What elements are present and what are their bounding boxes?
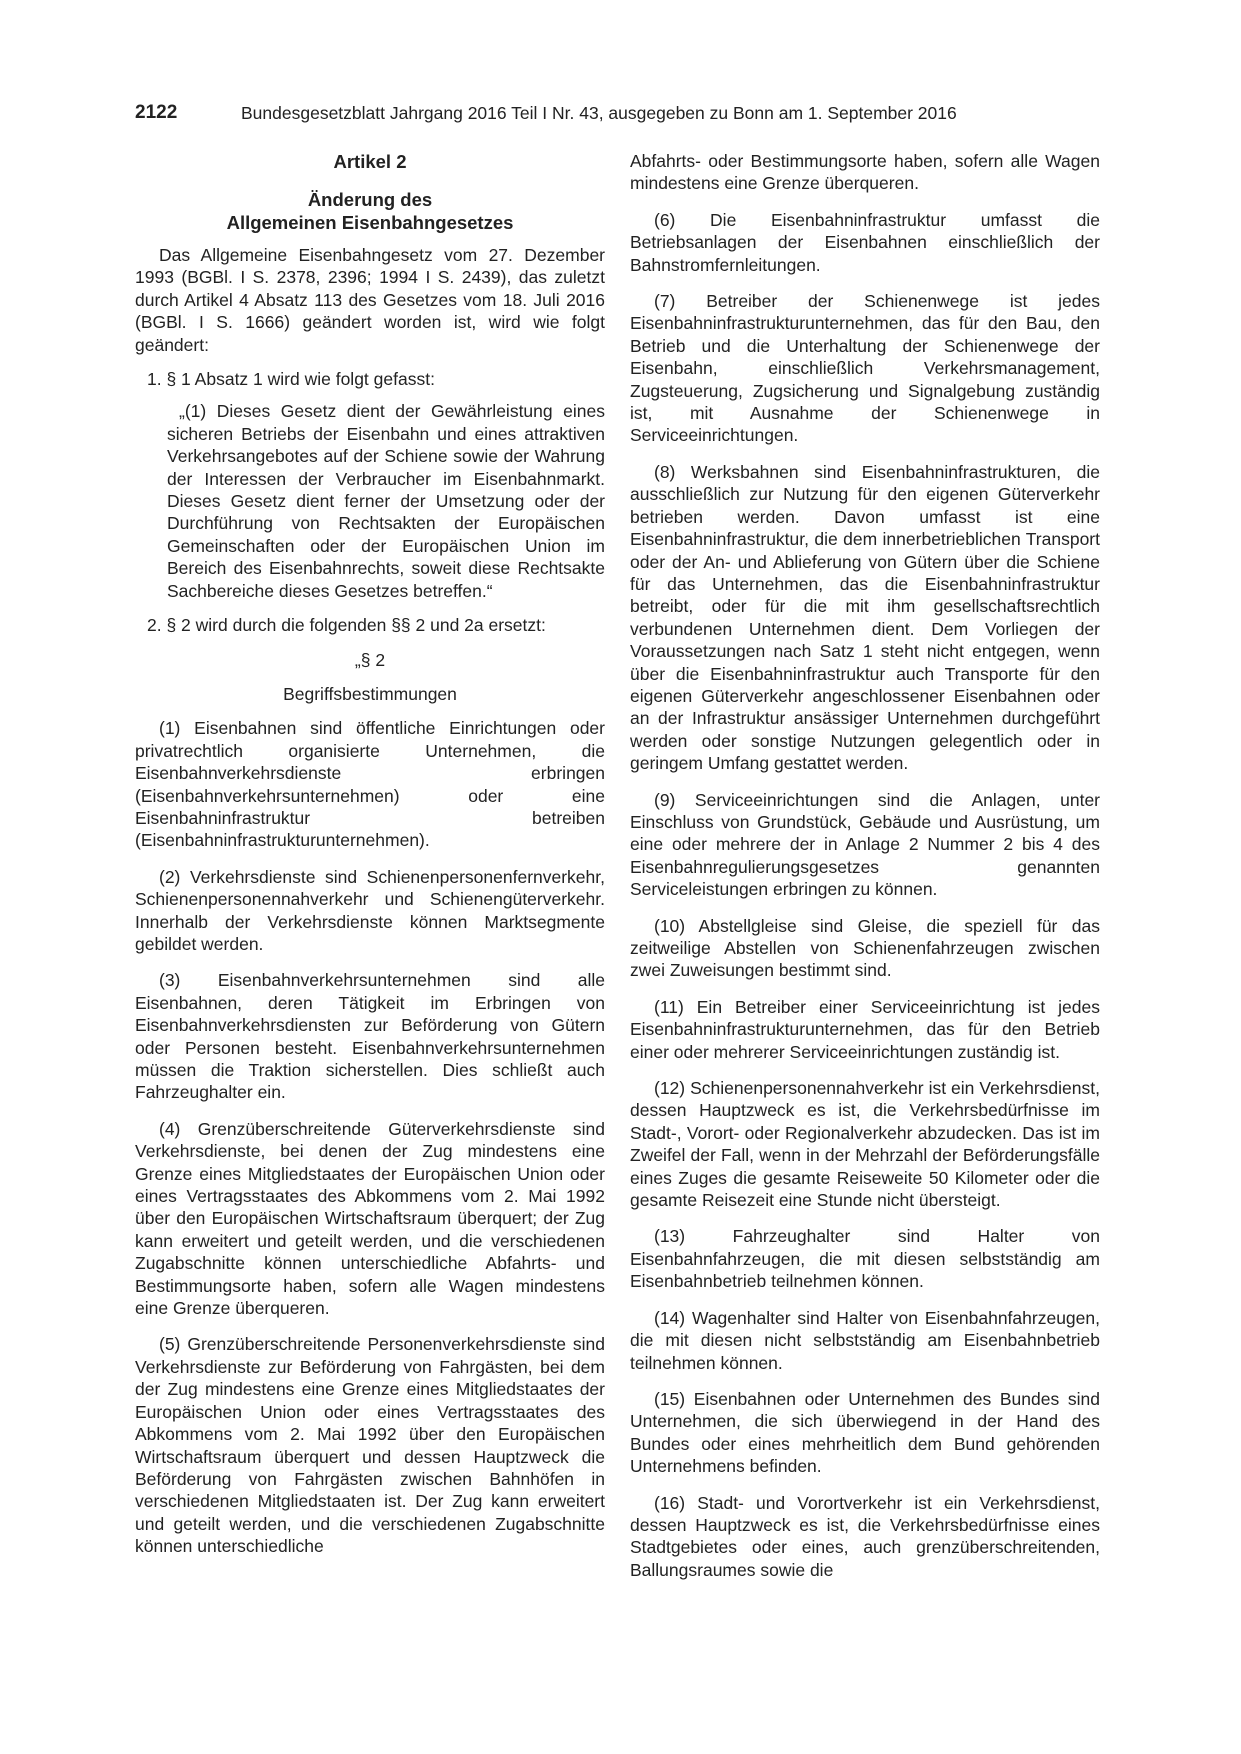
article-subtitle xyxy=(135,188,605,234)
definition-paragraph: (12) Schienenpersonennahverkehr ist ein Verkehrsdienst, dessen Hauptzweck es ist, die Verkehrsbedürfnisse im Stadt-, Vorort- oder Regionalverkehr abzudecken. Das ist im Zweifel der Fall, wenn in der Mehrzahl der Beförderungsfälle eines Zuges die gesamte Reiseweite 50 Kilometer oder die gesamte Reisezeit eine Stunde nicht übersteigt. xyxy=(630,1078,1100,1211)
continuation-paragraph: Abfahrts- oder Bestimmungsorte haben, sofern alle Wagen mindestens eine Grenze überqueren. xyxy=(630,151,1100,194)
definition-paragraph: (5) Grenzüberschreitende Personenverkehrsdienste sind Verkehrsdienste zur Beförderung von Fahrgästen, bei dem der Zug mindestens eine Grenze eines Mitgliedstaates der Europäischen Union oder eines Vertragsstaates des Abkommens vom 2. Mai 1992 über den Europäischen Wirtschaftsraum überquert und dessen Hauptzweck die Beförderung von Fahrgästen zwischen Bahnhöfen in verschiedenen Mitgliedstaaten ist. Der Zug kann erweitert und geteilt werden, und die verschiedenen Zugabschnitte können unterschiedliche xyxy=(135,1334,605,1557)
amendment-item-1: 1. § 1 Absatz 1 wird wie folgt gefasst: xyxy=(147,369,435,390)
article-subtitle-line-2: Allgemeinen Eisenbahngesetzes xyxy=(226,212,514,233)
article-title: Artikel 2 xyxy=(333,151,407,172)
definition-paragraph: (14) Wagenhalter sind Halter von Eisenbahnfahrzeugen, die mit diesen nicht selbstständig am Eisenbahnbetrieb teilnehmen können. xyxy=(630,1307,1100,1373)
page-header xyxy=(135,100,1100,126)
definition-paragraph: (7) Betreiber der Schienenwege ist jedes Eisenbahninfrastrukturunternehmen, das für den Bau, den Betrieb und die Unterhaltung der Schienenwege der Eisenbahn, einschließlich Verkehrsmanagement, Zugsteuerung, Zugsicherung und Signalgebung zuständig ist, mit Ausnahme der Schienenwege in Serviceeinrichtungen. xyxy=(630,291,1100,446)
definition-paragraph: (8) Werksbahnen sind Eisenbahninfrastrukturen, die ausschließlich zur Nutzung für den eigenen Güterverkehr betrieben werden. Davon umfasst ist eine Eisenbahninfrastruktur, die dem innerbetrieblichen Transport oder der An- und Ablieferung von Gütern über die Schiene für das Unternehmen, das die Eisenbahninfrastruktur betreibt, oder für die mit ihm gesellschaftsrechtlich verbundenen Unternehmen dient. Dem Vorliegen der Voraussetzungen nach Satz 1 steht nicht entgegen, wenn über die Eisenbahninfrastruktur auch Transporte für den eigenen Güterverkehr angeschlossener Eisenbahnen oder an der Infrastruktur ansässiger Unternehmen durchgeführt werden oder sonstige Nutzungen gelegentlich oder in geringem Umfang gestattet werden. xyxy=(630,461,1100,774)
definition-paragraph: (6) Die Eisenbahninfrastruktur umfasst die Betriebsanlagen der Eisenbahnen einschließlich der Bahnstromfernleitungen. xyxy=(630,209,1100,275)
definition-paragraph: (10) Abstellgleise sind Gleise, die speziell für das zeitweilige Abstellen von Schienenfahrzeugen zwischen zwei Zuweisungen bestimmt sind. xyxy=(630,915,1100,981)
right-column xyxy=(630,150,1100,1581)
section-mark: „§ 2 xyxy=(354,649,386,670)
article-subtitle-line-1: Änderung des xyxy=(307,189,433,210)
definition-paragraph: (3) Eisenbahnverkehrsunternehmen sind alle Eisenbahnen, deren Tätigkeit im Erbringen von Eisenbahnverkehrsdiensten zur Beförderung von Gütern oder Personen besteht. Eisenbahnverkehrsunternehmen müssen die Traktion sicherstellen. Dies schließt auch Fahrzeughalter ein. xyxy=(135,970,605,1103)
definition-paragraph: (2) Verkehrsdienste sind Schienenpersonenfernverkehr, Schienenpersonennahverkehr und Schienengüterverkehr. Innerhalb der Verkehrsdienste können Marktsegmente gebildet werden. xyxy=(135,866,605,954)
definition-paragraph: (13) Fahrzeughalter sind Halter von Eisenbahnfahrzeugen, die mit diesen selbstständig am Eisenbahnbetrieb teilnehmen können. xyxy=(630,1226,1100,1292)
definition-paragraph: (11) Ein Betreiber einer Serviceeinrichtung ist jedes Eisenbahninfrastrukturunternehmen, das für den Betrieb einer oder mehrerer Serviceeinrichtungen zuständig ist. xyxy=(630,996,1100,1062)
section-title: Begriffsbestimmungen xyxy=(283,683,457,704)
definition-paragraph: (16) Stadt- und Vorortverkehr ist ein Verkehrsdienst, dessen Hauptzweck es ist, die Verkehrsbedürfnisse eines Stadtgebietes oder eines, auch grenzüberschreitenden, Ballungsraumes sowie die xyxy=(630,1492,1100,1580)
definition-paragraph: (15) Eisenbahnen oder Unternehmen des Bundes sind Unternehmen, die sich überwiegend in der Hand des Bundes oder eines mehrheitlich dem Bund gehörenden Unternehmens befinden. xyxy=(630,1388,1100,1477)
definition-paragraph: (9) Serviceeinrichtungen sind die Anlagen, unter Einschluss von Grundstück, Gebäude und Ausrüstung, um eine oder mehrere der in Anlage 2 Nummer 2 bis 4 des Eisenbahnregulierungsgesetzes genannten Serviceleistungen erbringen zu können. xyxy=(630,789,1100,900)
running-head: Bundesgesetzblatt Jahrgang 2016 Teil I Nr. 43, ausgegeben zu Bonn am 1. September 2016 xyxy=(241,103,957,123)
left-column xyxy=(135,150,605,1558)
amendment-item-2: 2. § 2 wird durch die folgenden §§ 2 und 2a ersetzt: xyxy=(147,615,546,636)
page-number: 2122 xyxy=(135,102,178,123)
intro-paragraph: Das Allgemeine Eisenbahngesetz vom 27. Dezember 1993 (BGBl. I S. 2378, 2396; 1994 I S. 2439), das zuletzt durch Artikel 4 Absatz 113 des Gesetzes vom 18. Juli 2016 (BGBl. I S. 1666) geändert worden ist, wird wie folgt geändert: xyxy=(135,245,605,355)
quoted-paragraph-1: „(1) Dieses Gesetz dient der Gewährleistung eines sicheren Betriebs der Eisenbahn und eines attraktiven Verkehrsangebotes auf der Schiene sowie der Wahrung der Interessen der Verbraucher im Eisenbahnmarkt. Dieses Gesetz dient ferner der Umsetzung oder der Durchführung von Rechtsakten der Europäischen Gemeinschaften oder der Europäischen Union im Bereich des Eisenbahnrechts, soweit diese Rechtsakte Sachbereiche dieses Gesetzes betreffen.“ xyxy=(167,401,605,601)
definition-paragraph: (4) Grenzüberschreitende Güterverkehrsdienste sind Verkehrsdienste, bei denen der Zug mindestens eine Grenze eines Mitgliedstaates der Europäischen Union oder eines Vertragsstaates des Abkommens vom 2. Mai 1992 über den Europäischen Wirtschaftsraum überquert; der Zug kann erweitert und geteilt werden, und die verschiedenen Zugabschnitte können unterschiedliche Abfahrts- und Bestimmungsorte haben, sofern alle Wagen mindestens eine Grenze überqueren. xyxy=(135,1118,605,1319)
definition-paragraph: (1) Eisenbahnen sind öffentliche Einrichtungen oder privatrechtlich organisierte Unternehmen, die Eisenbahnverkehrsdienste erbringen (Eisenbahnverkehrsunternehmen) oder eine Eisenbahninfrastruktur betreiben (Eisenbahninfrastrukturunternehmen). xyxy=(135,718,605,851)
